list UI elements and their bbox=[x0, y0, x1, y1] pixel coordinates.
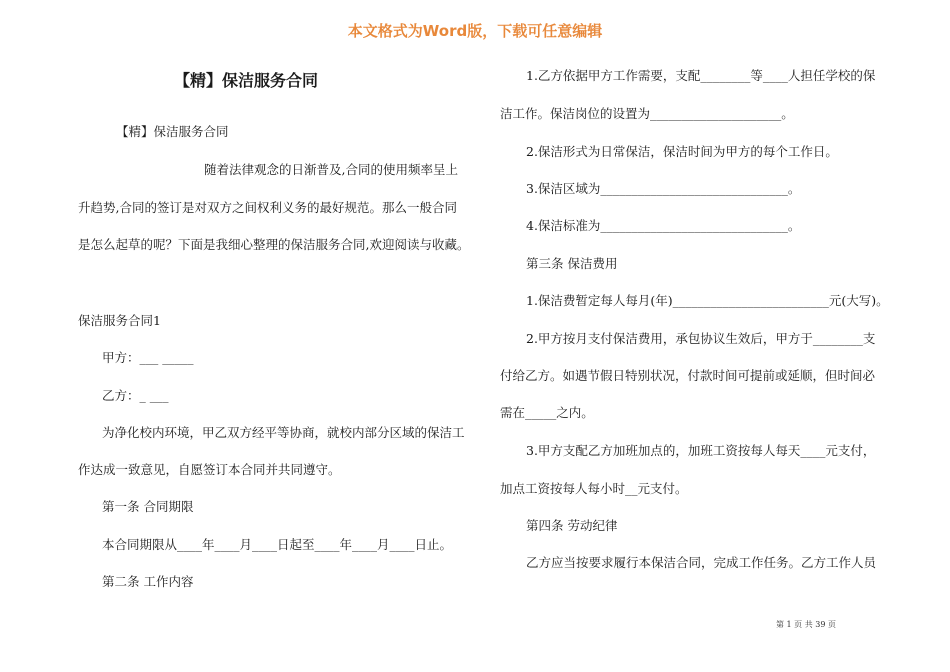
document-subtitle: 【精】保洁服务合同 bbox=[116, 124, 229, 139]
party-b-line: 乙方：_ ___ bbox=[102, 388, 169, 403]
fee-item-3: 3.甲方支配乙方加班加点的，加班工资按每人每天____元支付， bbox=[526, 443, 876, 458]
party-a-line: 甲方：___ _____ bbox=[102, 350, 194, 365]
fee-item-2: 付给乙方。如遇节假日特别状况，付款时间可提前或延顺，但时间必 bbox=[500, 368, 876, 383]
work-item-1: 1.乙方依据甲方工作需要，支配________等____人担任学校的保 bbox=[526, 68, 876, 83]
fee-item-2: 2.甲方按月支付保洁费用，承包协议生效后，甲方于________支 bbox=[526, 331, 876, 346]
fee-item-3: 加点工资按每人每小时__元支付。 bbox=[500, 481, 688, 496]
format-banner: 本文格式为Word版，下载可任意编辑 bbox=[347, 22, 603, 40]
intro-line: 升趋势,合同的签订是对双方之间权利义务的最好规范。那么一般合同 bbox=[78, 200, 457, 215]
article-1-title: 第一条 合同期限 bbox=[102, 499, 194, 514]
intro-line: 随着法律观念的日渐普及,合同的使用频率呈上 bbox=[204, 162, 458, 177]
article-4-body: 乙方应当按要求履行本保洁合同，完成工作任务。乙方工作人员 bbox=[526, 555, 877, 570]
work-item-2: 2.保洁形式为日常保洁，保洁时间为甲方的每个工作日。 bbox=[526, 144, 838, 159]
purpose-line: 作达成一致意见，自愿签订本合同并共同遵守。 bbox=[78, 462, 341, 477]
fee-item-2: 需在_____之内。 bbox=[500, 405, 594, 420]
page-number: 第 1 页 共 39 页 bbox=[776, 620, 836, 629]
work-item-3: 3.保洁区域为______________________________。 bbox=[526, 181, 801, 196]
fee-item-1: 1.保洁费暂定每人每月(年)_________________________元(大写)。 bbox=[526, 293, 889, 308]
intro-line: 是怎么起草的呢？下面是我细心整理的保洁服务合同,欢迎阅读与收藏。 bbox=[78, 237, 470, 252]
article-3-title: 第三条 保洁费用 bbox=[526, 256, 618, 271]
work-item-4: 4.保洁标准为______________________________。 bbox=[526, 218, 801, 233]
contract-heading: 保洁服务合同1 bbox=[78, 313, 161, 328]
document-title: 【精】保洁服务合同 bbox=[174, 71, 319, 90]
article-4-title: 第四条 劳动纪律 bbox=[526, 518, 618, 533]
work-item-1: 洁工作。保洁岗位的设置为_____________________。 bbox=[500, 106, 794, 121]
article-2-title: 第二条 工作内容 bbox=[102, 574, 194, 589]
purpose-line: 为净化校内环境，甲乙双方经平等协商，就校内部分区域的保洁工 bbox=[102, 425, 465, 440]
article-1-body: 本合同期限从____年____月____日起至____年____月____日止。 bbox=[102, 537, 453, 552]
